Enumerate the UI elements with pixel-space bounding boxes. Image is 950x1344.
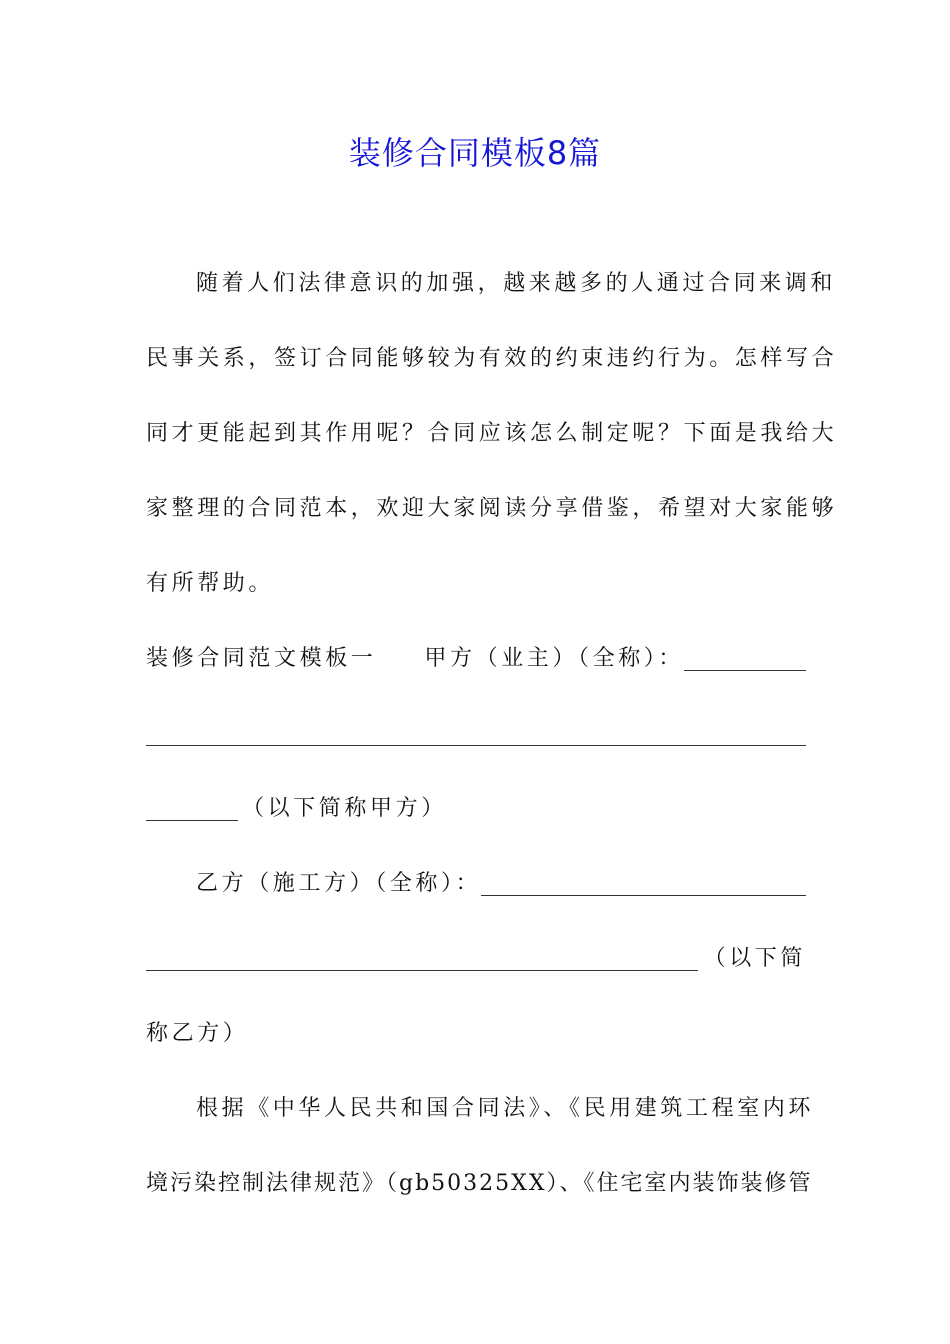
intro-line-3: 同才更能起到其作用呢？合同应该怎么制定呢？下面是我给大	[146, 421, 838, 446]
intro-line-4: 家整理的合同范本，欢迎大家阅读分享借鉴，希望对大家能够	[146, 496, 838, 521]
basis-line-2: 境污染控制法律规范》（gb50325XX）、《住宅室内装饰装修管	[146, 1171, 813, 1196]
party-a-blank-continued[interactable]	[146, 745, 806, 746]
party-b-blank-continued[interactable]	[146, 970, 698, 971]
party-b-label: 乙方（施工方）（全称）：	[196, 871, 482, 896]
party-a-suffix: （以下简称甲方）	[242, 796, 447, 821]
party-b-suffix: （以下简	[703, 946, 806, 971]
section-heading: 装修合同范文模板一	[146, 646, 377, 671]
basis-line-1: 根据《中华人民共和国合同法》、《民用建筑工程室内环	[196, 1096, 815, 1121]
document-title: 装修合同模板8篇	[348, 134, 602, 172]
party-b-suffix-line: 称乙方）	[146, 1021, 249, 1046]
party-a-continued-line	[146, 714, 806, 754]
party-a-blank[interactable]	[684, 670, 806, 671]
party-a-label: 甲方（业主）（全称）：	[424, 646, 685, 671]
intro-line-1: 随着人们法律意识的加强，越来越多的人通过合同来调和	[196, 271, 837, 296]
party-a-line	[146, 639, 806, 679]
intro-line-5: 有所帮助。	[146, 571, 275, 596]
party-a-blank-end[interactable]	[146, 820, 238, 821]
party-b-blank[interactable]	[481, 895, 806, 896]
party-b-line	[146, 864, 806, 904]
intro-line-2: 民事关系，签订合同能够较为有效的约束违约行为。怎样写合	[146, 346, 838, 371]
party-b-continued-line	[146, 939, 806, 979]
party-a-suffix-line	[146, 789, 806, 829]
